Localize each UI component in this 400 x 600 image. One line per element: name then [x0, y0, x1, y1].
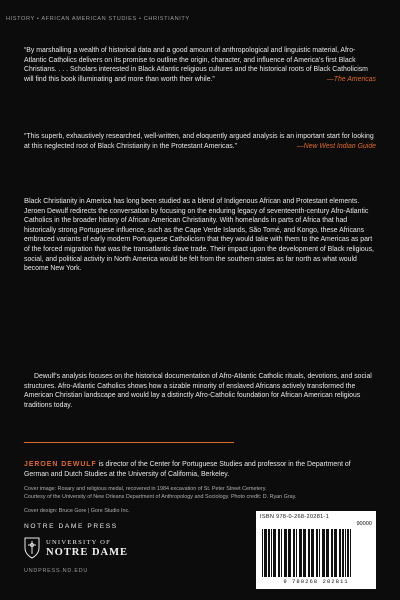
review-quote-2-attribution: —New West Indian Guide	[296, 142, 376, 150]
description-paragraph-2: Dewulf’s analysis focuses on the historical documentation of Afro-Atlantic Catholic rituals, devotions, and social structures. Afro-Atlantic Catholics shows how a sizable minority of enslaved Africans actively transformed the American Christian landscape and would lay a distinctly Afro-Catholic foundation for African American religious traditions today.	[24, 373, 372, 409]
barcode-bar	[322, 529, 325, 577]
review-quote-2	[24, 132, 376, 151]
cover-design-credit: Cover design: Bruce Gore | Gore Studio Inc.	[24, 508, 130, 514]
barcode-bar	[347, 529, 349, 577]
barcode-bar	[268, 529, 270, 577]
review-quote-1-attribution: —The Americas	[326, 75, 376, 83]
barcode-bar	[293, 529, 295, 577]
barcode-bar	[303, 529, 306, 577]
barcode-bar	[339, 529, 341, 577]
price-code: 90000	[356, 521, 372, 527]
barcode-number: 9 780268 202811	[283, 578, 349, 585]
author-bio-text: is director of the Center for Portuguese Studies and professor in the Department of German and Dutch Studies at the University of California, Berkeley.	[24, 461, 351, 478]
press-name: NOTRE DAME PRESS	[24, 523, 118, 530]
author-bio	[24, 460, 376, 479]
barcode-panel	[256, 511, 376, 589]
shield-icon	[24, 537, 40, 559]
barcode-bar	[296, 529, 297, 577]
cover-image-credit-line-2: Courtesy of the University of New Orleans Department of Anthropology and Sociology. Photo credit: D. Ryan Gray.	[24, 493, 297, 500]
cover-image-credit	[24, 486, 376, 501]
logo-line-2: NOTRE DAME	[46, 547, 129, 558]
isbn-label: ISBN 978-0-268-20281-1	[260, 514, 330, 520]
barcode-bar	[342, 529, 344, 577]
barcode-bar	[299, 529, 302, 577]
barcode-bar	[271, 529, 272, 577]
cover-image-credit-line-1: Cover image: Rosary and religious medal, recovered in 1984 excavation of St. Peter Street Cemetery.	[24, 486, 267, 492]
barcode-bar	[262, 529, 263, 577]
barcode-bar	[350, 529, 351, 577]
barcode-icon	[260, 529, 372, 577]
barcode-bar	[273, 529, 276, 577]
barcode-bar	[326, 529, 329, 577]
barcode-bar	[319, 529, 320, 577]
barcode-bar	[308, 529, 310, 577]
category-line: HISTORY • AFRICAN AMERICAN STUDIES • CHRISTIANITY	[6, 16, 190, 22]
description-paragraph-1: Black Christianity in America has long been studied as a blend of Indigenous African and Protestant elements. Jeroen Dewulf redirects the conversation by focusing on the enduring legacy of seventeenth-century Afro-Atlantic Catholics in the broader history of African American Christianity. With homelands in parts of Africa that had historically strong Portuguese influence, such as the Cape Verde Islands, São Tomé, and Kongo, these Africans embraced variants of early modern Portuguese Catholicism that they would take with them to the Americas as part of the forced migration that was the transatlantic slave trade. Their impact upon the development of Black religious, social, and political activity in North America would be felt from the southern states as far north as what would become New York.	[24, 196, 374, 273]
barcode-bar	[345, 529, 346, 577]
review-quote-1-text: “By marshalling a wealth of historical data and a good amount of anthropological and linguistic material, Afro-Atlantic Catholics delivers on its promise to outline the origin, character, and influence of America’s first Black Christians. . . . Scholars interested in Black Atlantic religious cultures and the historical roots of Black Catholicism will find this book illuminating and more than worth their while.”	[24, 47, 368, 83]
barcode-bar	[284, 529, 287, 577]
barcode-bar	[281, 529, 282, 577]
barcode-bar	[311, 529, 314, 577]
press-website: UNDPRESS.ND.EDU	[24, 568, 89, 574]
review-quote-1	[24, 46, 376, 84]
logo-line-1: UNIVERSITY OF	[46, 539, 111, 546]
barcode-bar	[278, 529, 280, 577]
barcode-bar	[316, 529, 318, 577]
university-logo	[24, 537, 134, 563]
barcode-bar	[264, 529, 267, 577]
review-quote-2-text: “This superb, exhaustively researched, well-written, and eloquently argued analysis is an important start for looking at this neglected root of Black Christianity in the Protestant Americas.”	[24, 133, 374, 150]
barcode-bar	[288, 529, 291, 577]
accent-divider	[24, 442, 234, 443]
barcode-bar	[334, 529, 337, 577]
author-name: JEROEN DEWULF	[24, 461, 97, 468]
barcode-bar	[331, 529, 333, 577]
